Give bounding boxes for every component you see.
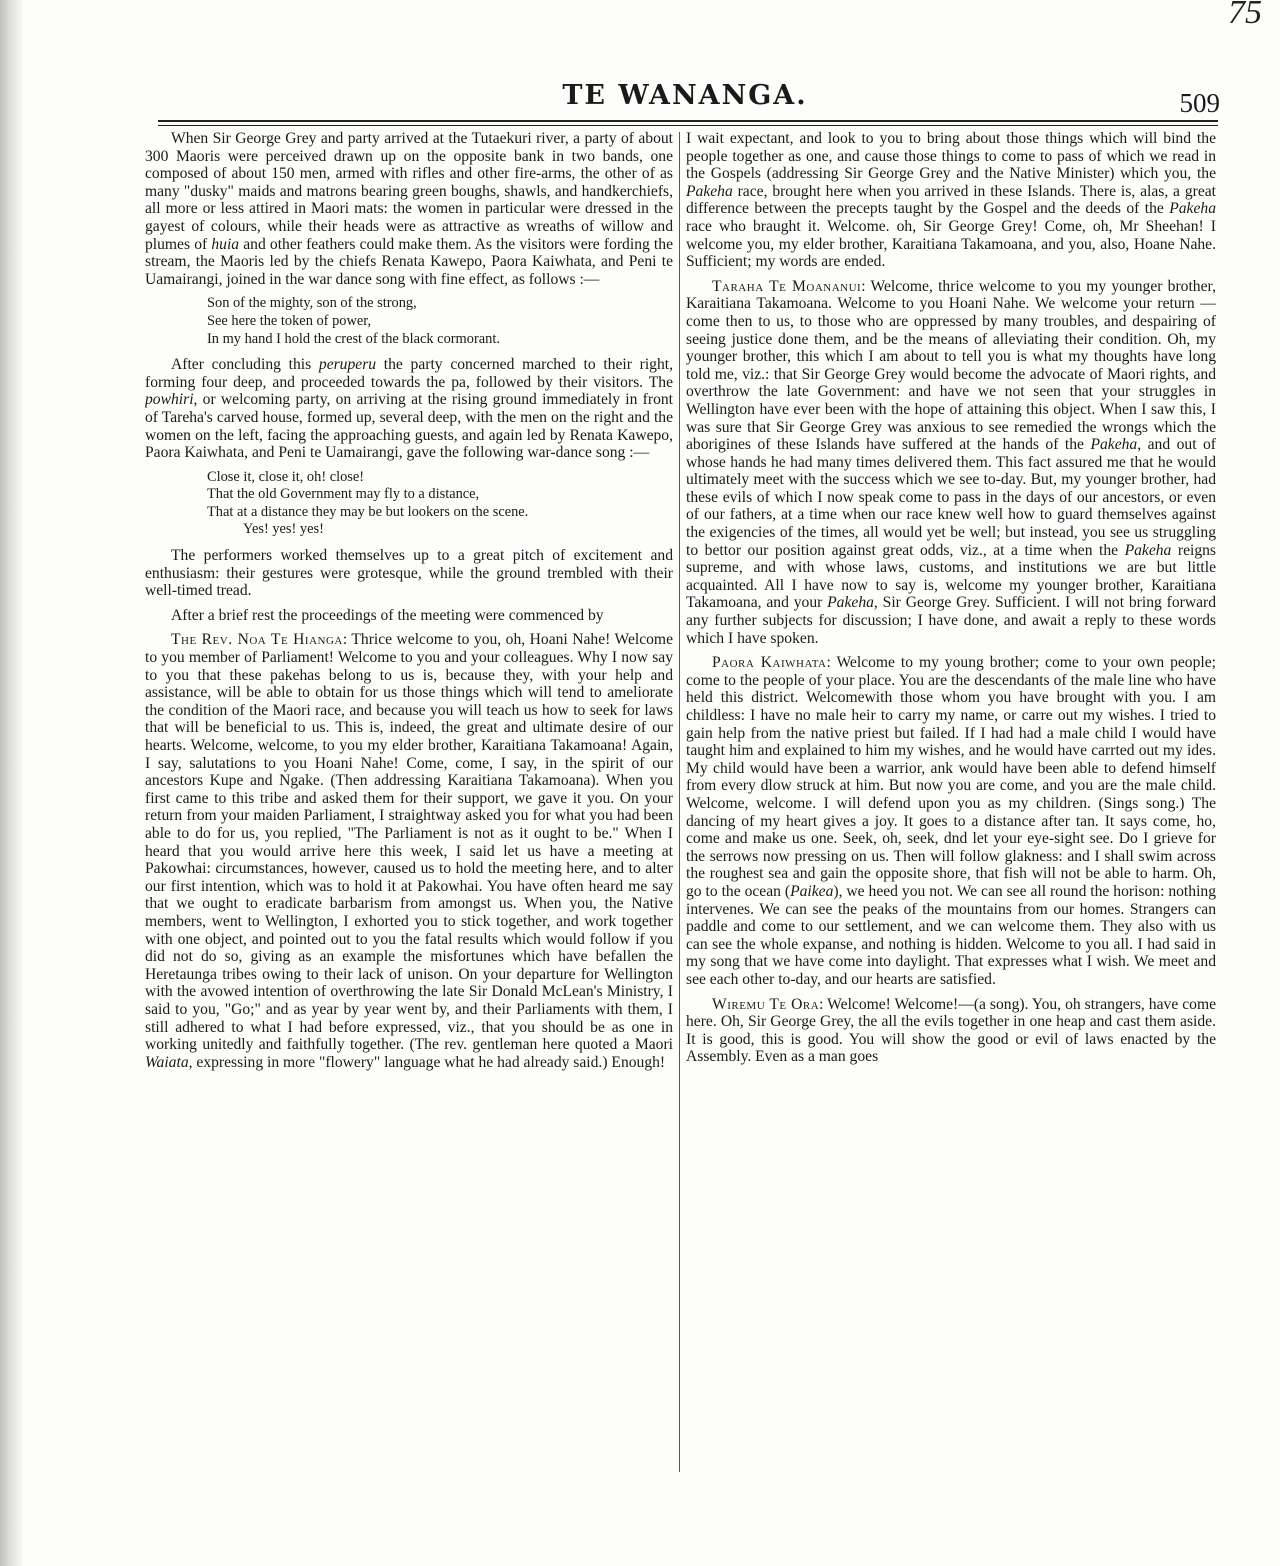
speech-paora-kaiwhata: Paora Kaiwhata: Welcome to my young brother; come to your own people; come to the people of your place. You are the descendants of the male line who have held this district. Welcomewith those whom you have brought with you. I am childless: I have no male heir to carry my name, or carre out my wishes. I tried to gain help from the native priest but failed. If I had had a male child I would have taught him and explained to him my wishes, and he would have carrted out my ides. My child would have been a warrior, ank would have been able to defend himself from every dlow struck at him. But now you are come, and you are the male child. Welcome, welcome. I will defend upon you as my children. (Sings song.) The dancing of my heart gives a joy. It goes to a distance after tan. It says come, ho, come and make us one. Seek, oh, seek, dnd let your eye-sight see. Do I grieve for the serrows now pressing on us. Then will follow glakness: and I shall swim across the roughest sea and gain the opposite shore, that fish will not be able to harm. Oh, go to the ocean (Paikea), we heed you not. We can see all round the horison: nothing intervenes. We can see the peaks of the mountains from our homes. Strangers can paddle and come to our settlement, and we can welcome them. They also with us can see the whole expanse, and nothing is hidden. Welcome to you all. I had said in my song that we have come into daylight. That expresses what I wish. We meet and see each other to-day, and our hearts are satisfied.: [686, 654, 1216, 988]
handwritten-page-mark: 75: [1228, 0, 1262, 31]
speaker-name: Taraha Te Moananui: [712, 277, 862, 295]
speech-noa-te-hianga: The Rev. Noa Te Hianga: Thrice welcome to you, oh, Hoani Nahe! Welcome to you member of Parliament! Welcome to you and your colleagues. Why I now say to you that these pakehas belong to us is, because they, with your help and assistance, will be able to obtain for us those things which will tend to ameliorate the condition of the Maori race, and because you will teach us how to seek for laws that will be beneficial to us. This is, indeed, the great and ultimate desire of our hearts. Welcome, welcome, to you my elder brother, Karaitiana Takamoana! Again, I say, salutations to you Hoani Nahe! Come, come, I say, in the spirit of our ancestors Kupe and Ngake. (Then addressing Karaitiana Takamoana). When you first came to this tribe and asked them for their support, we gave it you. On your return from your maiden Parliament, I straightway asked you for what you had been able to do for us, you replied, "The Parliament is not as it ought to be." When I heard that you would arrive here this week, I said let us have a meeting at Pakowhai: circumstances, however, caused us to hold the meeting here, and to alter our first intention, which was to hold it at Pakowhai. You have often heard me say that we ought to eradicate barbarism from amongst us. When you, the Native members, went to Wellington, I exhorted you to stick together, and work together with one object, and pointed out to you the fatal results which would follow if you did not do so, giving as an example the misfortunes which have befallen the Heretaunga tribes owing to their lack of unison. On your departure for Wellington with the avowed intention of overthrowing the late Sir Donald McLean's Ministry, I said to you, "Go;" and as year by year went by, and their Parliaments with them, I still adhered to what I had before expressed, viz., that you should be as one in working unitedly and faithfully together. (The rev. gentleman here quoted a Maori Waiata, expressing in more "flowery" language what he had already said.) Enough!: [145, 631, 673, 1071]
speech-continuation: I wait expectant, and look to you to bring about those things which will bind the people together as one, and cause those things to come to pass of which we read in the Gospels (addressing Sir George Grey and the Native Minister) which you, the Pakeha race, brought here when you arrived in these Islands. There is, alas, a great difference between the precepts taught by the Gospel and the deeds of the Pakeha race who braught it. Welcome. oh, Sir George Grey! Come, oh, Mr Sheehan! I welcome you, my elder brother, Karaitiana Takamoana, and you, also, Hoane Nahe. Sufficient; my words are ended.: [686, 130, 1216, 271]
left-column: [145, 130, 673, 1470]
column-divider: [679, 132, 680, 1472]
paragraph-arrival: When Sir George Grey and party arrived at the Tutaekuri river, a party of about 300 Maoris were perceived drawn up on the opposite bank in two bands, one composed of about 150 men, armed with rifles and other fire-arms, the other of as many "dusky" maids and matrons bearing green boughs, shawls, and handkerchiefs, all more or less attired in Maori mats: the women in particular were dressed in the gayest of colours, while their heads were as attractive as wreaths of willow and plumes of huia and other feathers could make them. As the visitors were fording the stream, the Maoris led by the chiefs Renata Kawepo, Paora Kaiwhata, and Peni te Uamairangi, joined in the war dance song with fine effect, as follows :—: [145, 130, 673, 288]
header-rule-thin: [158, 125, 1218, 126]
speaker-name: The Rev. Noa Te Hianga: [171, 631, 343, 649]
newspaper-title: TE WANANGA.: [562, 80, 808, 111]
header-rule: [158, 120, 1218, 122]
speaker-name: Wiremu Te Ora: [712, 995, 820, 1013]
right-column: [686, 130, 1216, 1470]
speech-wiremu-te-ora: Wiremu Te Ora: Welcome! Welcome!—(a song). You, oh strangers, have come here. Oh, Sir George Grey, the all the evils together in one heap and cast them aside. It is good, this is good. You will show the good or evil of laws enacted by the Assembly. Even as a man goes: [686, 995, 1216, 1066]
scan-edge-shadow: [0, 0, 22, 1566]
page-number: 509: [1179, 88, 1220, 118]
paragraph-proceedings: After a brief rest the proceedings of the meeting were commenced by: [171, 606, 604, 624]
war-dance-verse-1: Son of the mighty, son of the strong, See here the token of power, In my hand I hold the crest of the black cormorant.: [207, 295, 500, 347]
speaker-name: Paora Kaiwhata: [712, 654, 827, 672]
war-dance-verse-2: Close it, close it, oh! close! That the old Government may fly to a distance, That at a distance they may be but lookers on the scene. Yes! yes! yes!: [207, 468, 529, 538]
paragraph-performers: The performers worked themselves up to a great pitch of excitement and enthusiasm: their gestures were grotesque, while the ground trembled with their well-timed tread.: [145, 547, 673, 600]
page-header: [150, 80, 1220, 124]
speech-taraha-te-moananui: Taraha Te Moananui: Welcome, thrice welcome to you my younger brother, Karaitiana Takamoana. Welcome to you Hoani Nahe. We welcome your return —come then to us, to those who are oppressed by many troubles, and despairing of seeing justice done them, and be the means of alleviating their condition. Oh, my younger brother, this which I am about to tell you is what my thoughts have long told me, viz.: that Sir George Grey would become the advocate of Maori rights, and overthrow the late Government: and have we not seen that your struggles in Wellington have ever been with the hope of attaining this object. When I saw this, I was sure that Sir George Grey was anxious to see remedied the wrongs which the aborigines of these Islands have suffered at the hands of the Pakeha, and out of whose hands he had many times delivered them. This fact assured me that he would ultimately meet with the success which we see to-day. But, my younger brother, had these evils of which I now speak come to pass in the days of our ancestors, or even of our fathers, at a time when our race knew well how to guard themselves against the exigencies of the times, all would yet be well; but instead, you see us struggling to bettor our position against great odds, viz., at a time when the Pakeha reigns supreme, and with whose laws, customs, and institutions we are but little acquainted. All I have now to say is, welcome my younger brother, Karaitiana Takamoana, and your Pakeha, Sir George Grey. Sufficient. I will not bring forward any further subjects for discussion; I have done, and await a reply to these words which I have spoken.: [686, 277, 1216, 647]
paragraph-powhiri: After concluding this peruperu the party concerned marched to their right, forming four deep, and proceeded towards the pa, followed by their visitors. The powhiri, or welcoming party, on arriving at the rising ground immediately in front of Tareha's carved house, formed up, several deep, with the men on the right and the women on the left, facing the approaching guests, and again led by Renata Kawepo, Paora Kaiwhata, and Peni te Uamairangi, gave the following war-dance song :—: [145, 356, 673, 462]
